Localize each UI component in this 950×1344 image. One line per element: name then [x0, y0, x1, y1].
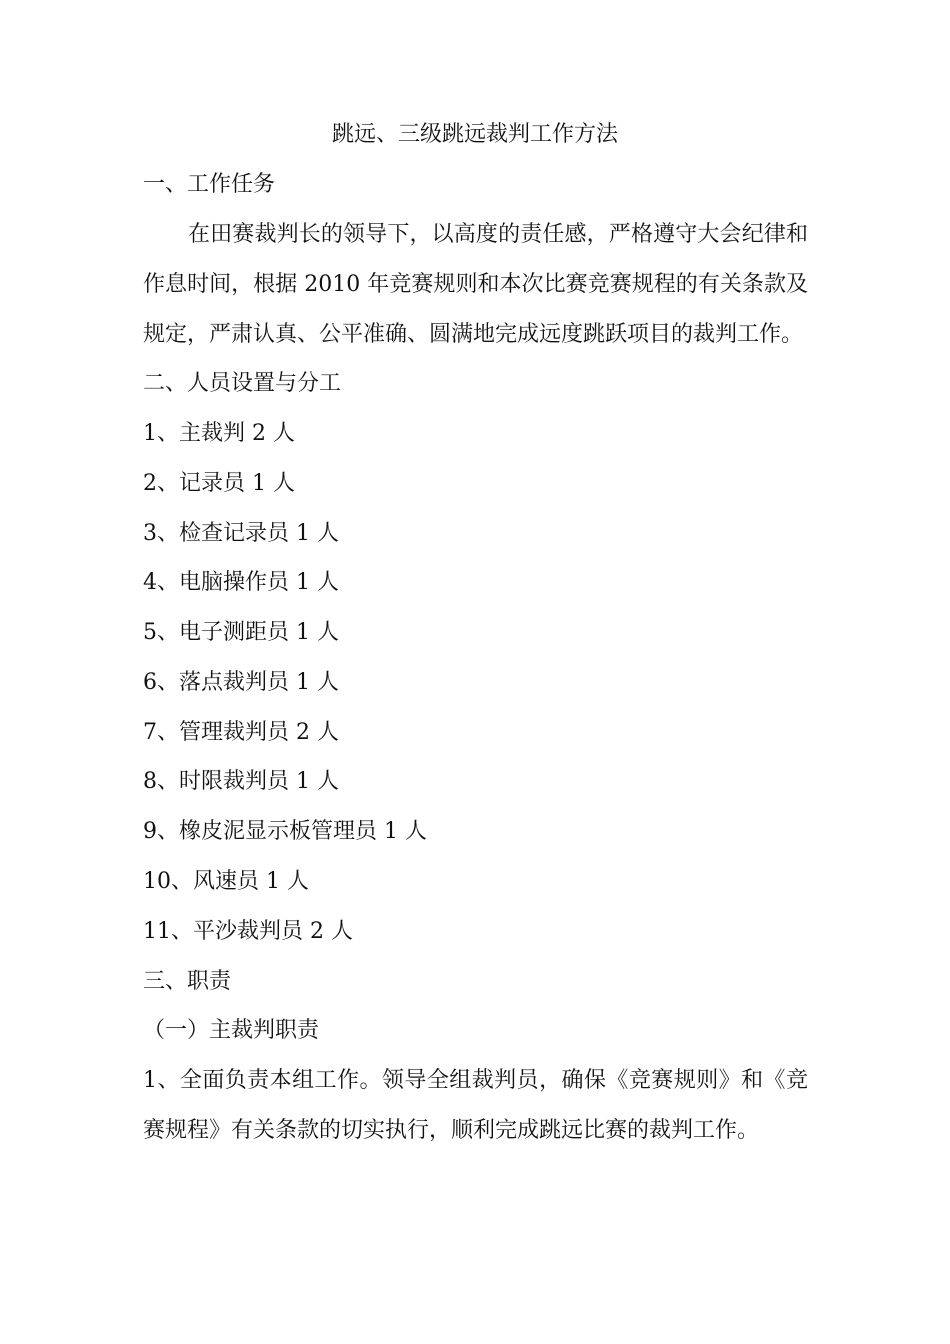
- paragraph-line: 1、全面负责本组工作。领导全组裁判员，确保《竞赛规则》和《竞: [143, 1068, 808, 1093]
- document-title: 跳远、三级跳远裁判工作方法: [331, 122, 618, 147]
- section-heading-staffing: 二、人员设置与分工: [143, 371, 342, 396]
- staff-item: 5、电子测距员 1 人: [143, 620, 339, 645]
- staff-item: 6、落点裁判员 1 人: [143, 670, 339, 695]
- staff-item: 10、风速员 1 人: [143, 869, 309, 894]
- staff-item: 9、橡皮泥显示板管理员 1 人: [143, 819, 427, 844]
- staff-item: 8、时限裁判员 1 人: [143, 769, 339, 794]
- tasks-paragraph: [143, 210, 808, 360]
- section-heading-duties: 三、职责: [143, 969, 232, 994]
- paragraph-line: 在田赛裁判长的领导下，以高度的责任感，严格遵守大会纪律和: [188, 222, 808, 247]
- staff-item: 3、检查记录员 1 人: [143, 521, 339, 546]
- paragraph-line: 规定，严肃认真、公平准确、圆满地完成远度跳跃项目的裁判工作。: [143, 322, 804, 347]
- paragraph-line: 赛规程》有关条款的切实执行，顺利完成跳远比赛的裁判工作。: [143, 1118, 760, 1143]
- staff-item: 1、主裁判 2 人: [143, 421, 295, 446]
- section-heading-tasks: 一、工作任务: [143, 172, 276, 197]
- paragraph-line: 作息时间，根据 2010 年竞赛规则和本次比赛竞赛规程的有关条款及: [143, 272, 808, 297]
- staff-item: 11、平沙裁判员 2 人: [143, 919, 353, 944]
- staff-item: 7、管理裁判员 2 人: [143, 720, 339, 745]
- staff-item: 4、电脑操作员 1 人: [143, 570, 339, 595]
- chief-judge-paragraph: [143, 1056, 808, 1156]
- subsection-heading-chief-judge: （一）主裁判职责: [143, 1018, 320, 1043]
- staff-item: 2、记录员 1 人: [143, 471, 295, 496]
